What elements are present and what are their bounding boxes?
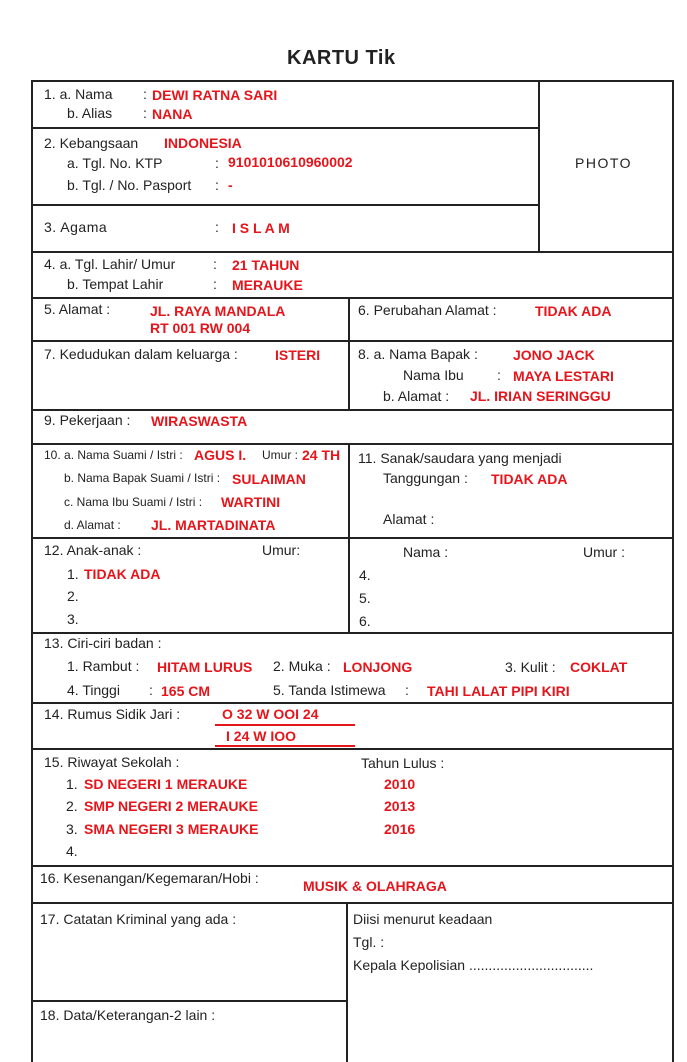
tempat-lahir-value: MERAUKE bbox=[232, 277, 303, 293]
kepala-kepolisian-label: Kepala Kepolisian ................................ bbox=[353, 957, 594, 973]
umur-suami-value: 24 TH bbox=[302, 447, 341, 463]
alamat-label: 5. Alamat : bbox=[44, 301, 111, 317]
school-year: 2010 bbox=[384, 776, 416, 792]
anak-num-3: 3. bbox=[67, 611, 79, 627]
tahun-lulus-label: Tahun Lulus : bbox=[361, 755, 445, 771]
tinggi-value: 165 CM bbox=[161, 683, 211, 699]
anak-num-5: 5. bbox=[359, 590, 371, 606]
photo-label: PHOTO bbox=[575, 155, 633, 171]
school-year: 2013 bbox=[384, 798, 416, 814]
ktp-colon: : bbox=[215, 155, 219, 171]
nama-ibu-label: Nama Ibu bbox=[403, 367, 464, 383]
alias-colon: : bbox=[143, 105, 147, 121]
page-title: KARTU Tik bbox=[287, 47, 396, 69]
riwayat-sekolah-label: 15. Riwayat Sekolah : bbox=[44, 754, 180, 770]
nama-bapak-label: 8. a. Nama Bapak : bbox=[358, 346, 478, 362]
nama-suami-label: 10. a. Nama Suami / Istri : bbox=[44, 448, 183, 462]
tanggungan-label: Tanggungan : bbox=[383, 470, 468, 486]
tempat-lahir-colon: : bbox=[213, 276, 217, 292]
tempat-lahir-label: b. Tempat Lahir bbox=[67, 276, 164, 292]
anak-umur-label: Umur: bbox=[262, 542, 301, 558]
alias-label: b. Alias bbox=[67, 105, 113, 121]
ktp-label: a. Tgl. No. KTP bbox=[67, 155, 163, 171]
alias-value: NANA bbox=[152, 106, 193, 122]
agama-colon: : bbox=[215, 219, 219, 235]
catatan-kriminal-label: 17. Catatan Kriminal yang ada : bbox=[40, 911, 237, 927]
nama-ibu-colon: : bbox=[497, 367, 501, 383]
sidik-jari-underline bbox=[215, 745, 355, 747]
school-name: SMA NEGERI 3 MERAUKE bbox=[84, 821, 259, 837]
pasport-label: b. Tgl. / No. Pasport bbox=[67, 177, 192, 193]
tgl-lahir-colon: : bbox=[213, 256, 217, 272]
rambut-label: 1. Rambut : bbox=[67, 658, 140, 674]
tanda-colon: : bbox=[405, 682, 409, 698]
agama-value: I S L A M bbox=[232, 220, 290, 236]
perubahan-alamat-value: TIDAK ADA bbox=[535, 303, 612, 319]
school-year: 2016 bbox=[384, 821, 416, 837]
ciri-badan-label: 13. Ciri-ciri badan : bbox=[44, 635, 162, 651]
rambut-value: HITAM LURUS bbox=[157, 659, 253, 675]
nama-ibu-value: MAYA LESTARI bbox=[513, 368, 614, 384]
alamat-value-2: RT 001 RW 004 bbox=[150, 320, 251, 336]
sidik-jari-line-1: O 32 W OOI 24 bbox=[222, 706, 319, 722]
ktp-value: 9101010610960002 bbox=[228, 154, 353, 170]
anak-num-2: 2. bbox=[67, 588, 79, 604]
school-num: 1. bbox=[66, 776, 78, 792]
anak-num-4: 4. bbox=[359, 567, 371, 583]
tanggungan-value: TIDAK ADA bbox=[491, 471, 568, 487]
school-num: 2. bbox=[66, 798, 78, 814]
kulit-label: 3. Kulit : bbox=[505, 659, 556, 675]
bapak-suami-label: b. Nama Bapak Suami / Istri : bbox=[64, 471, 221, 485]
sidik-jari-label: 14. Rumus Sidik Jari : bbox=[44, 706, 181, 722]
alamat-ortu-value: JL. IRIAN SERINGGU bbox=[470, 388, 611, 404]
diisi-label: Diisi menurut keadaan bbox=[353, 911, 493, 927]
ibu-suami-label: c. Nama Ibu Suami / Istri : bbox=[64, 495, 203, 509]
pekerjaan-label: 9. Pekerjaan : bbox=[44, 412, 131, 428]
sanak-label: 11. Sanak/saudara yang menjadi bbox=[358, 450, 562, 466]
agama-label: 3. Agama bbox=[44, 219, 108, 235]
kedudukan-label: 7. Kedudukan dalam keluarga : bbox=[44, 346, 238, 362]
hobi-value: MUSIK & OLAHRAGA bbox=[303, 878, 447, 894]
nama-suami-value: AGUS I. bbox=[194, 447, 247, 463]
kebangsaan-label: 2. Kebangsaan bbox=[44, 135, 139, 151]
muka-value: LONJONG bbox=[343, 659, 413, 675]
ibu-suami-value: WARTINI bbox=[221, 494, 281, 510]
pekerjaan-value: WIRASWASTA bbox=[151, 413, 248, 429]
perubahan-alamat-label: 6. Perubahan Alamat : bbox=[358, 302, 497, 318]
school-name: SD NEGERI 1 MERAUKE bbox=[84, 776, 248, 792]
kulit-value: COKLAT bbox=[570, 659, 628, 675]
tinggi-colon: : bbox=[149, 682, 153, 698]
pasport-value: - bbox=[228, 177, 233, 193]
alamat-value-1: JL. RAYA MANDALA bbox=[150, 303, 286, 319]
muka-label: 2. Muka : bbox=[273, 658, 331, 674]
tinggi-label: 4. Tinggi bbox=[67, 682, 120, 698]
school-num: 3. bbox=[66, 821, 78, 837]
tanda-label: 5. Tanda Istimewa bbox=[273, 682, 386, 698]
nama-value: DEWI RATNA SARI bbox=[152, 87, 278, 103]
kedudukan-value: ISTERI bbox=[275, 347, 321, 363]
alamat-ortu-label: b. Alamat : bbox=[383, 388, 450, 404]
tgl-lahir-label: 4. a. Tgl. Lahir/ Umur bbox=[44, 256, 176, 272]
anak-umur-label-right: Umur : bbox=[583, 544, 625, 560]
pasport-colon: : bbox=[215, 177, 219, 193]
umur-suami-label: Umur : bbox=[262, 448, 298, 462]
nama-colon: : bbox=[143, 86, 147, 102]
alamat-suami-label: d. Alamat : bbox=[64, 518, 121, 532]
nama-bapak-value: JONO JACK bbox=[513, 347, 595, 363]
school-num: 4. bbox=[66, 843, 78, 859]
data-keterangan-label: 18. Data/Keterangan-2 lain : bbox=[40, 1007, 216, 1023]
umur-value: 21 TAHUN bbox=[232, 257, 300, 273]
sidik-jari-line-2: I 24 W IOO bbox=[226, 728, 297, 744]
anak-num-6: 6. bbox=[359, 613, 371, 629]
anak-label: 12. Anak-anak : bbox=[44, 542, 142, 558]
bapak-suami-value: SULAIMAN bbox=[232, 471, 306, 487]
alamat-suami-value: JL. MARTADINATA bbox=[151, 517, 276, 533]
anak-value-1: TIDAK ADA bbox=[84, 566, 161, 582]
tanda-value: TAHI LALAT PIPI KIRI bbox=[427, 683, 570, 699]
hobi-label: 16. Kesenangan/Kegemaran/Hobi : bbox=[40, 870, 259, 886]
anak-nama-label: Nama : bbox=[403, 544, 449, 560]
anak-num-1: 1. bbox=[67, 566, 79, 582]
school-name: SMP NEGERI 2 MERAUKE bbox=[84, 798, 258, 814]
kebangsaan-value: INDONESIA bbox=[164, 135, 242, 151]
sidik-jari-divider bbox=[215, 724, 355, 726]
nama-label: 1. a. Nama bbox=[44, 86, 113, 102]
tgl-label: Tgl. : bbox=[353, 934, 385, 950]
alamat-tanggungan-label: Alamat : bbox=[383, 511, 435, 527]
